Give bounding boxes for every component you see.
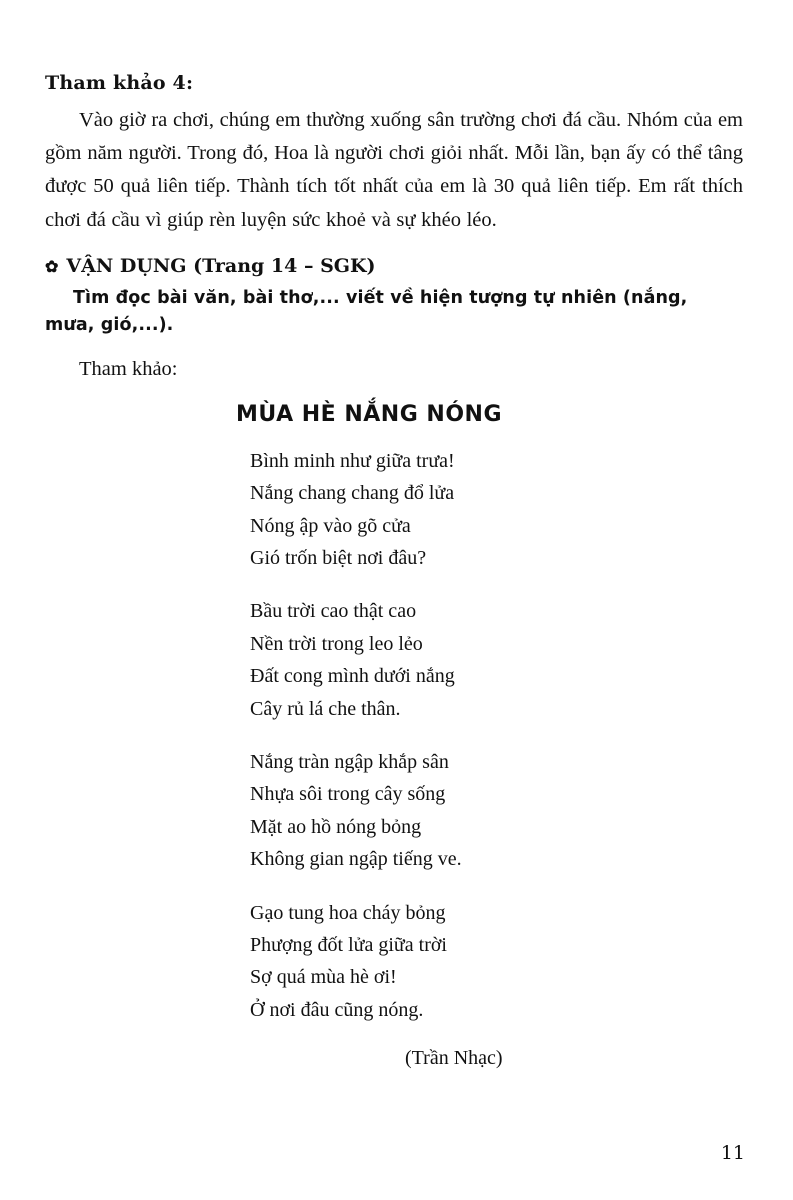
reference-paragraph: Vào giờ ra chơi, chúng em thường xuống sân trường chơi đá cầu. Nhóm của em gồm năm người. Trong đó, Hoa là người chơi giỏi nhất. Mỗi lần, bạn ấy có thể tâng được 50 quả liên tiếp. Thành tích tốt nhất của em là 30 quả liên tiếp. Em rất thích chơi đá cầu vì giúp rèn luyện sức khoẻ và sự khéo léo. [45,109,743,231]
poem-line: Ở nơi đâu cũng nóng. [250,998,424,1021]
poem-line: Không gian ngập tiếng ve. [250,848,462,871]
poem-line: Nhựa sôi trong cây sống [250,783,446,806]
poem-line: Sợ quá mùa hè ơi! [250,966,397,989]
task-text: Tìm đọc bài văn, bài thơ,... viết về hiện tượng tự nhiên (nắng, mưa, gió,...). [45,287,688,335]
poem-block [45,402,743,1070]
reference-heading: Tham khảo 4: [45,72,194,94]
poem-stanza [250,595,743,725]
poem-line: Nắng tràn ngập khắp sân [250,750,449,773]
poem-author: (Trần Nhạc) [405,1047,503,1070]
poem-line: Nền trời trong leo lẻo [250,632,423,655]
poem-line: Bầu trời cao thật cao [250,600,417,623]
poem-line: Mặt ao hồ nóng bỏng [250,815,422,838]
poem-line: Gạo tung hoa cháy bỏng [250,901,446,924]
section-vandung-title: VẬN DỤNG (Trang 14 – SGK) [66,254,376,277]
poem-line: Đất cong mình dưới nắng [250,665,455,688]
flower-icon: ✿ [45,256,59,276]
poem-line: Cây rủ lá che thân. [250,697,401,720]
poem-line: Nắng chang chang đổ lửa [250,482,455,505]
poem-stanza [250,897,743,1027]
page-number: 11 [720,1142,745,1164]
poem-line: Nóng ập vào gõ cửa [250,514,411,537]
reference-label: Tham khảo: [79,358,178,381]
section-vandung-heading [45,255,743,277]
poem-title: MÙA HÈ NẮNG NÓNG [236,401,503,427]
poem-stanza [250,445,743,575]
poem-stanza [250,746,743,876]
poem-line: Bình minh như giữa trưa! [250,449,455,472]
poem-line: Phượng đốt lửa giữa trời [250,933,447,956]
poem-line: Gió trốn biệt nơi đâu? [250,547,427,570]
